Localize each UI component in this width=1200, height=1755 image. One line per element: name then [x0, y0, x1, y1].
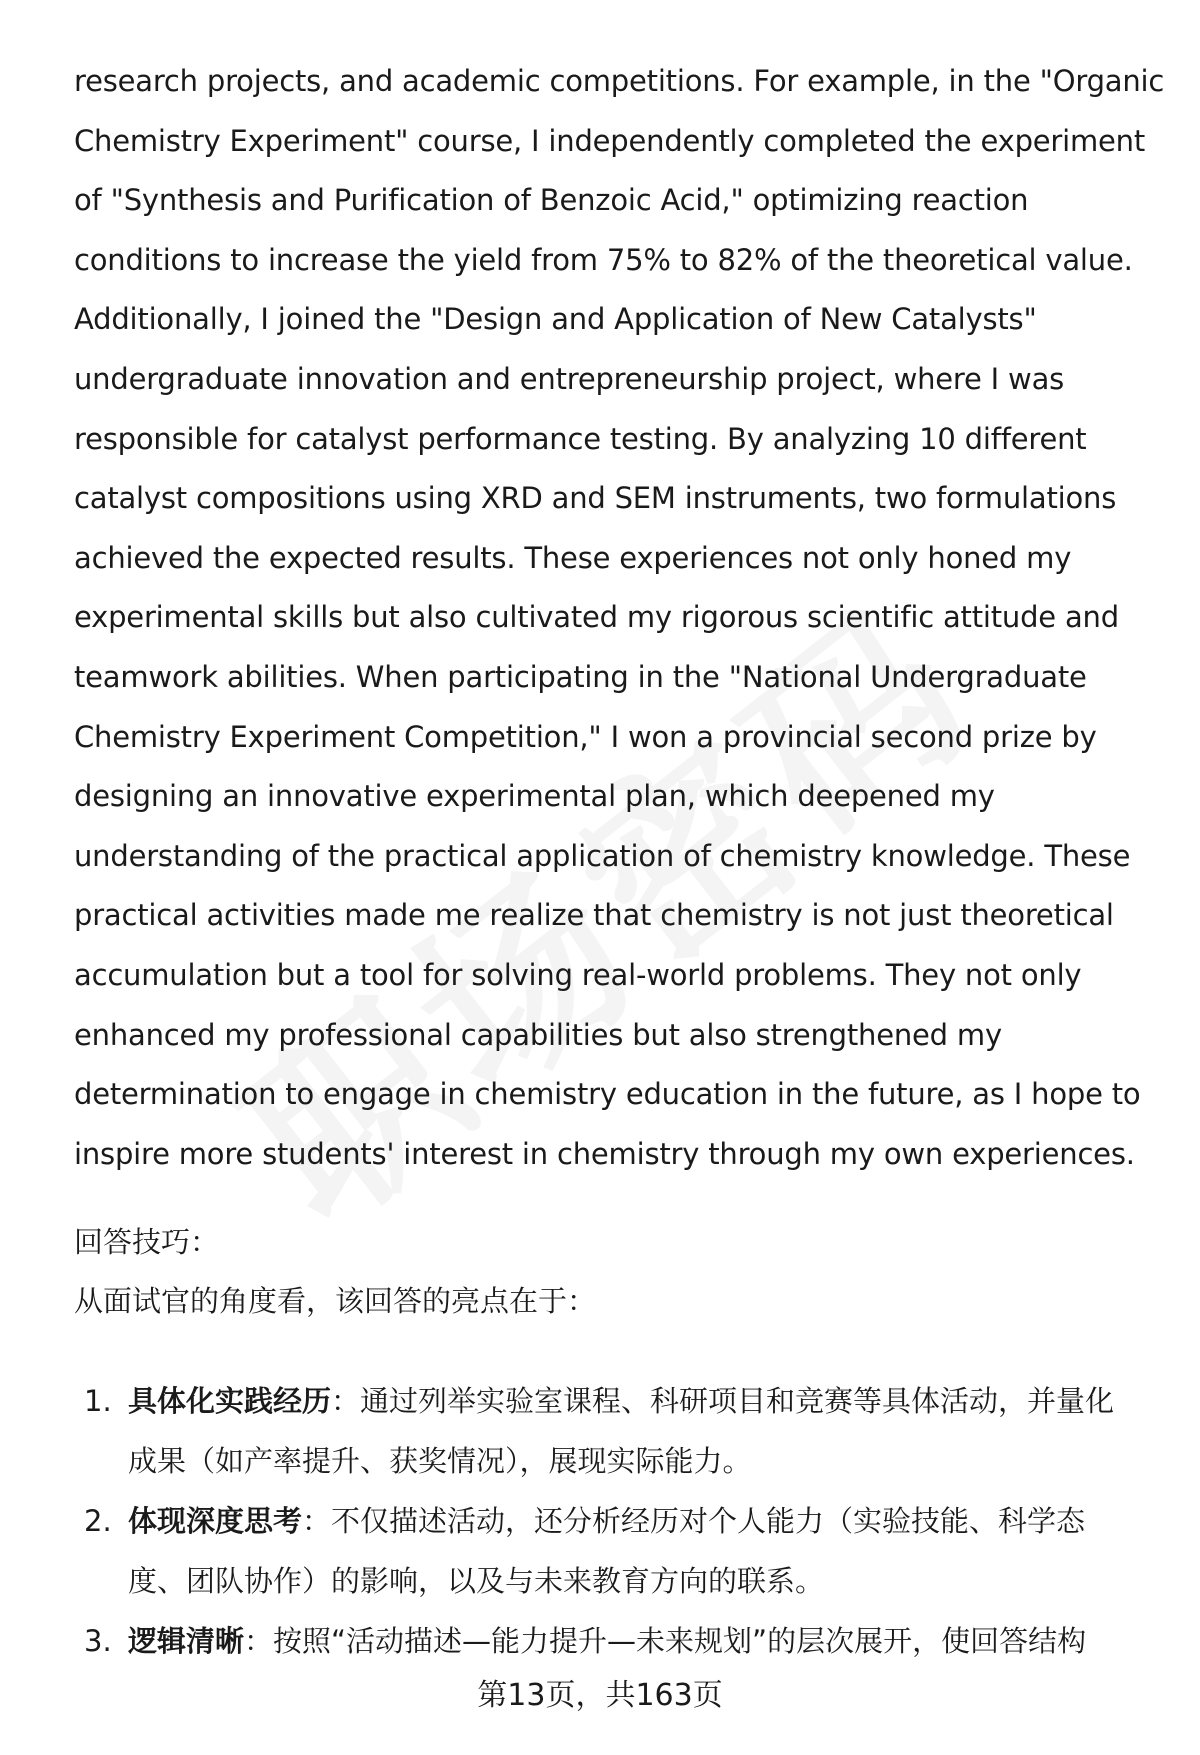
paragraph-line: achieved the expected results. These experiences not only honed my	[74, 540, 1072, 575]
list-number: 1.	[84, 1384, 112, 1418]
paragraph-line: determination to engage in chemistry education in the future, as I hope to	[74, 1077, 1141, 1112]
paragraph-line: enhanced my professional capabilities but also strengthened my	[74, 1017, 1002, 1052]
paragraph-line: practical activities made me realize that chemistry is not just theoretical	[74, 898, 1114, 933]
list-item-label: 具体化实践经历	[128, 1384, 332, 1418]
list-item-label: 体现深度思考	[128, 1504, 303, 1538]
list-item-label: 逻辑清晰	[128, 1624, 245, 1658]
page-number: 第13页，共163页	[477, 1678, 723, 1713]
paragraph-line: conditions to increase the yield from 75% to 82% of the theoretical value.	[74, 242, 1133, 277]
list-number: 3.	[84, 1624, 112, 1658]
paragraph-line: catalyst compositions using XRD and SEM instruments, two formulations	[74, 481, 1117, 516]
list-item-text: ：按照“活动描述—能力提升—未来规划”的层次展开，使回答结构	[244, 1624, 1087, 1658]
list-number: 2.	[84, 1504, 112, 1538]
paragraph-line: undergraduate innovation and entrepreneurship project, where I was	[74, 361, 1065, 396]
paragraph-line: teamwork abilities. When participating in the "National Undergraduate	[74, 659, 1087, 694]
tips-title: 回答技巧：	[74, 1225, 220, 1259]
paragraph-line: experimental skills but also cultivated my rigorous scientific attitude and	[74, 600, 1119, 635]
tips-intro: 从面试官的角度看，该回答的亮点在于：	[74, 1284, 597, 1318]
paragraph-line: Additionally, I joined the "Design and Application of New Catalysts"	[74, 302, 1037, 337]
paragraph-line: Chemistry Experiment" course, I independently completed the experiment	[74, 123, 1146, 158]
list-item-text: ：不仅描述活动，还分析经历对个人能力（实验技能、科学态	[302, 1504, 1086, 1538]
list-item-text: ：通过列举实验室课程、科研项目和竞赛等具体活动，并量化	[331, 1384, 1115, 1418]
paragraph-line: responsible for catalyst performance testing. By analyzing 10 different	[74, 421, 1087, 456]
list-item-text: 成果（如产率提升、获奖情况），展现实际能力。	[128, 1444, 752, 1478]
paragraph-line: accumulation but a tool for solving real-world problems. They not only	[74, 957, 1082, 992]
answer-paragraph	[74, 52, 1164, 1184]
list-item-text: 度、团队协作）的影响，以及与未来教育方向的联系。	[128, 1564, 825, 1598]
list-item	[74, 1371, 1164, 1491]
paragraph-line: of "Synthesis and Purification of Benzoic Acid," optimizing reaction	[74, 183, 1029, 218]
paragraph-line: understanding of the practical application of chemistry knowledge. These	[74, 838, 1131, 873]
tips-list	[74, 1371, 1164, 1671]
paragraph-line: research projects, and academic competitions. For example, in the "Organic	[74, 64, 1165, 98]
paragraph-line: designing an innovative experimental plan, which deepened my	[74, 779, 995, 814]
list-item	[74, 1491, 1164, 1611]
paragraph-line: Chemistry Experiment Competition," I won a provincial second prize by	[74, 719, 1097, 754]
paragraph-line: inspire more students' interest in chemistry through my own experiences.	[74, 1136, 1135, 1171]
list-item	[74, 1611, 1164, 1671]
